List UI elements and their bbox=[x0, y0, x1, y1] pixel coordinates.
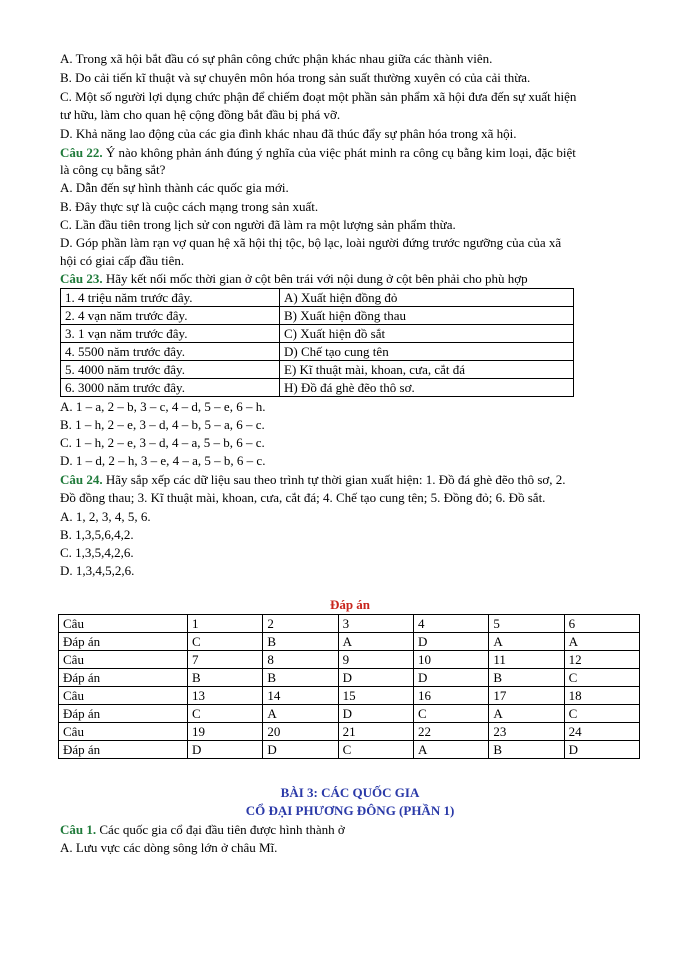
q24-option-a: A. 1, 2, 3, 4, 5, 6. bbox=[60, 509, 151, 524]
table-row bbox=[59, 705, 640, 723]
answer-key-title: Đáp án bbox=[329, 597, 371, 612]
q22-option-d-cont: hội có giai cấp đầu tiên. bbox=[60, 253, 185, 268]
answer-cell: 15 bbox=[338, 687, 413, 705]
answer-cell: D bbox=[188, 741, 263, 759]
answer-cell: Đáp án bbox=[59, 705, 188, 723]
answer-cell: 18 bbox=[564, 687, 639, 705]
match-right-cell: C) Xuất hiện đồ sắt bbox=[280, 325, 574, 343]
q21-option-c-cont: tư hữu, làm cho quan hệ cộng đồng bắt đầu bị phá vỡ. bbox=[60, 107, 341, 122]
table-row bbox=[61, 379, 574, 397]
q23-option-a: A. 1 – a, 2 – b, 3 – c, 4 – d, 5 – e, 6 – h. bbox=[60, 399, 266, 414]
answer-cell: 24 bbox=[564, 723, 639, 741]
answer-cell: 3 bbox=[338, 615, 413, 633]
q23-option-b: B. 1 – h, 2 – e, 3 – d, 4 – b, 5 – a, 6 – c. bbox=[60, 417, 265, 432]
table-row bbox=[59, 687, 640, 705]
table-row bbox=[61, 289, 574, 307]
match-left-cell: 5. 4000 năm trước đây. bbox=[61, 361, 280, 379]
q1-stem bbox=[60, 821, 660, 839]
q22-option-c: C. Lần đầu tiên trong lịch sử con người đã làm ra một lượng sản phẩm thừa. bbox=[60, 217, 456, 232]
matching-table bbox=[60, 288, 574, 397]
answer-cell: 9 bbox=[338, 651, 413, 669]
answer-cell: B bbox=[188, 669, 263, 687]
answer-cell: Câu bbox=[59, 687, 188, 705]
q24-number: Câu 24. bbox=[60, 472, 103, 487]
answer-cell: A bbox=[263, 705, 338, 723]
match-right-cell: E) Kĩ thuật mài, khoan, cưa, cắt đá bbox=[280, 361, 574, 379]
q24-stem bbox=[60, 471, 660, 489]
q23-option-d: D. 1 – d, 2 – h, 3 – e, 4 – a, 5 – b, 6 – c. bbox=[60, 453, 266, 468]
table-row bbox=[61, 343, 574, 361]
answer-cell: 23 bbox=[489, 723, 564, 741]
answer-cell: 17 bbox=[489, 687, 564, 705]
table-row bbox=[61, 307, 574, 325]
answer-cell: B bbox=[489, 669, 564, 687]
q22-number: Câu 22. bbox=[60, 145, 103, 160]
answer-cell: C bbox=[338, 741, 413, 759]
answer-cell: 11 bbox=[489, 651, 564, 669]
answer-cell: Câu bbox=[59, 723, 188, 741]
match-right-cell: H) Đồ đá ghè đẽo thô sơ. bbox=[280, 379, 574, 397]
q22-option-a: A. Dẫn đến sự hình thành các quốc gia mới. bbox=[60, 180, 289, 195]
answer-cell: B bbox=[263, 669, 338, 687]
answer-cell: 20 bbox=[263, 723, 338, 741]
q23-text: Hãy kết nối mốc thời gian ở cột bên trái với nội dung ở cột bên phải cho phù hợp bbox=[102, 271, 528, 286]
answer-cell: 14 bbox=[263, 687, 338, 705]
answer-cell: 21 bbox=[338, 723, 413, 741]
q24-option-b: B. 1,3,5,6,4,2. bbox=[60, 527, 134, 542]
q21-option-b: B. Do cải tiến kĩ thuật và sự chuyên môn hóa trong sản suất thường xuyên có của cải thừa. bbox=[60, 70, 531, 85]
lesson-title-line1: BÀI 3: CÁC QUỐC GIA bbox=[280, 785, 420, 800]
answer-cell: 6 bbox=[564, 615, 639, 633]
q21-option-c: C. Một số người lợi dụng chức phận để chiếm đoạt một phần sản phẩm xã hội đưa đến sự xuất hiện bbox=[60, 89, 577, 104]
answer-cell: 8 bbox=[263, 651, 338, 669]
answer-cell: C bbox=[188, 633, 263, 651]
answer-cell: A bbox=[338, 633, 413, 651]
answer-cell: 1 bbox=[188, 615, 263, 633]
table-row bbox=[59, 669, 640, 687]
q21-option-a: A. Trong xã hội bắt đầu có sự phân công chức phận khác nhau giữa các thành viên. bbox=[60, 51, 493, 66]
answer-cell: C bbox=[188, 705, 263, 723]
table-row bbox=[59, 741, 640, 759]
table-row bbox=[61, 361, 574, 379]
answer-cell: 22 bbox=[413, 723, 488, 741]
answer-cell: 16 bbox=[413, 687, 488, 705]
table-row bbox=[59, 615, 640, 633]
answer-cell: D bbox=[338, 669, 413, 687]
q24-option-d: D. 1,3,4,5,2,6. bbox=[60, 563, 135, 578]
q22-option-d: D. Góp phần làm rạn vợ quan hệ xã hội thị tộc, bộ lạc, loài người đứng trước ngưỡng của của xã bbox=[60, 235, 562, 250]
q24-stem-cont: Đồ đồng thau; 3. Kĩ thuật mài, khoan, cưa, cắt đá; 4. Chế tạo cung tên; 5. Đồng đỏ; 6. Đồ sắt. bbox=[60, 490, 546, 505]
table-row bbox=[59, 651, 640, 669]
q24-text: Hãy sắp xếp các dữ liệu sau theo trình tự thời gian xuất hiện: 1. Đồ đá ghè đẽo thô sơ, 2. bbox=[102, 472, 566, 487]
answer-cell: 19 bbox=[188, 723, 263, 741]
answer-cell: C bbox=[564, 705, 639, 723]
answer-cell: 10 bbox=[413, 651, 488, 669]
answer-cell: D bbox=[413, 633, 488, 651]
answer-cell: Câu bbox=[59, 615, 188, 633]
q22-option-b: B. Đây thực sự là cuộc cách mạng trong sản xuất. bbox=[60, 199, 319, 214]
answer-cell: Đáp án bbox=[59, 741, 188, 759]
q1-text: Các quốc gia cổ đại đầu tiên được hình thành ở bbox=[96, 822, 345, 837]
q21-option-d: D. Khả năng lao động của các gia đình khác nhau đã thúc đẩy sự phân hóa trong xã hội. bbox=[60, 126, 517, 141]
answer-cell: B bbox=[489, 741, 564, 759]
answer-cell: A bbox=[489, 705, 564, 723]
answer-cell: C bbox=[564, 669, 639, 687]
answer-cell: D bbox=[564, 741, 639, 759]
match-left-cell: 4. 5500 năm trước đây. bbox=[61, 343, 280, 361]
answer-cell: D bbox=[413, 669, 488, 687]
answer-cell: A bbox=[489, 633, 564, 651]
q24-option-c: C. 1,3,5,4,2,6. bbox=[60, 545, 134, 560]
match-left-cell: 6. 3000 năm trước đây. bbox=[61, 379, 280, 397]
q23-stem bbox=[60, 270, 660, 288]
match-left-cell: 1. 4 triệu năm trước đây. bbox=[61, 289, 280, 307]
answer-cell: A bbox=[564, 633, 639, 651]
answer-table bbox=[58, 614, 640, 759]
match-left-cell: 3. 1 vạn năm trước đây. bbox=[61, 325, 280, 343]
answer-cell: 12 bbox=[564, 651, 639, 669]
answer-cell: C bbox=[413, 705, 488, 723]
q22-stem-cont: là công cụ bằng sắt? bbox=[60, 162, 166, 177]
q23-option-c: C. 1 – h, 2 – e, 3 – d, 4 – a, 5 – b, 6 – c. bbox=[60, 435, 265, 450]
q22-stem bbox=[60, 144, 660, 162]
table-row bbox=[61, 325, 574, 343]
q23-number: Câu 23. bbox=[60, 271, 103, 286]
answer-cell: 5 bbox=[489, 615, 564, 633]
answer-cell: B bbox=[263, 633, 338, 651]
answer-cell: Đáp án bbox=[59, 669, 188, 687]
answer-cell: Đáp án bbox=[59, 633, 188, 651]
answer-cell: D bbox=[338, 705, 413, 723]
match-right-cell: B) Xuất hiện đồng thau bbox=[280, 307, 574, 325]
table-row bbox=[59, 723, 640, 741]
q22-text: Ý nào không phản ánh đúng ý nghĩa của việc phát minh ra công cụ bằng kim loại, đặc biệt bbox=[102, 145, 576, 160]
lesson-title-line2: CỔ ĐẠI PHƯƠNG ĐÔNG (PHẦN 1) bbox=[245, 803, 455, 818]
match-left-cell: 2. 4 vạn năm trước đây. bbox=[61, 307, 280, 325]
answer-cell: 4 bbox=[413, 615, 488, 633]
answer-cell: 7 bbox=[188, 651, 263, 669]
match-right-cell: D) Chế tạo cung tên bbox=[280, 343, 574, 361]
answer-cell: 13 bbox=[188, 687, 263, 705]
q1-option-a: A. Lưu vực các dòng sông lớn ở châu Mĩ. bbox=[60, 840, 278, 855]
table-row bbox=[59, 633, 640, 651]
answer-cell: Câu bbox=[59, 651, 188, 669]
answer-cell: D bbox=[263, 741, 338, 759]
answer-cell: A bbox=[413, 741, 488, 759]
q1-number: Câu 1. bbox=[60, 822, 97, 837]
answer-cell: 2 bbox=[263, 615, 338, 633]
match-right-cell: A) Xuất hiện đồng đỏ bbox=[280, 289, 574, 307]
